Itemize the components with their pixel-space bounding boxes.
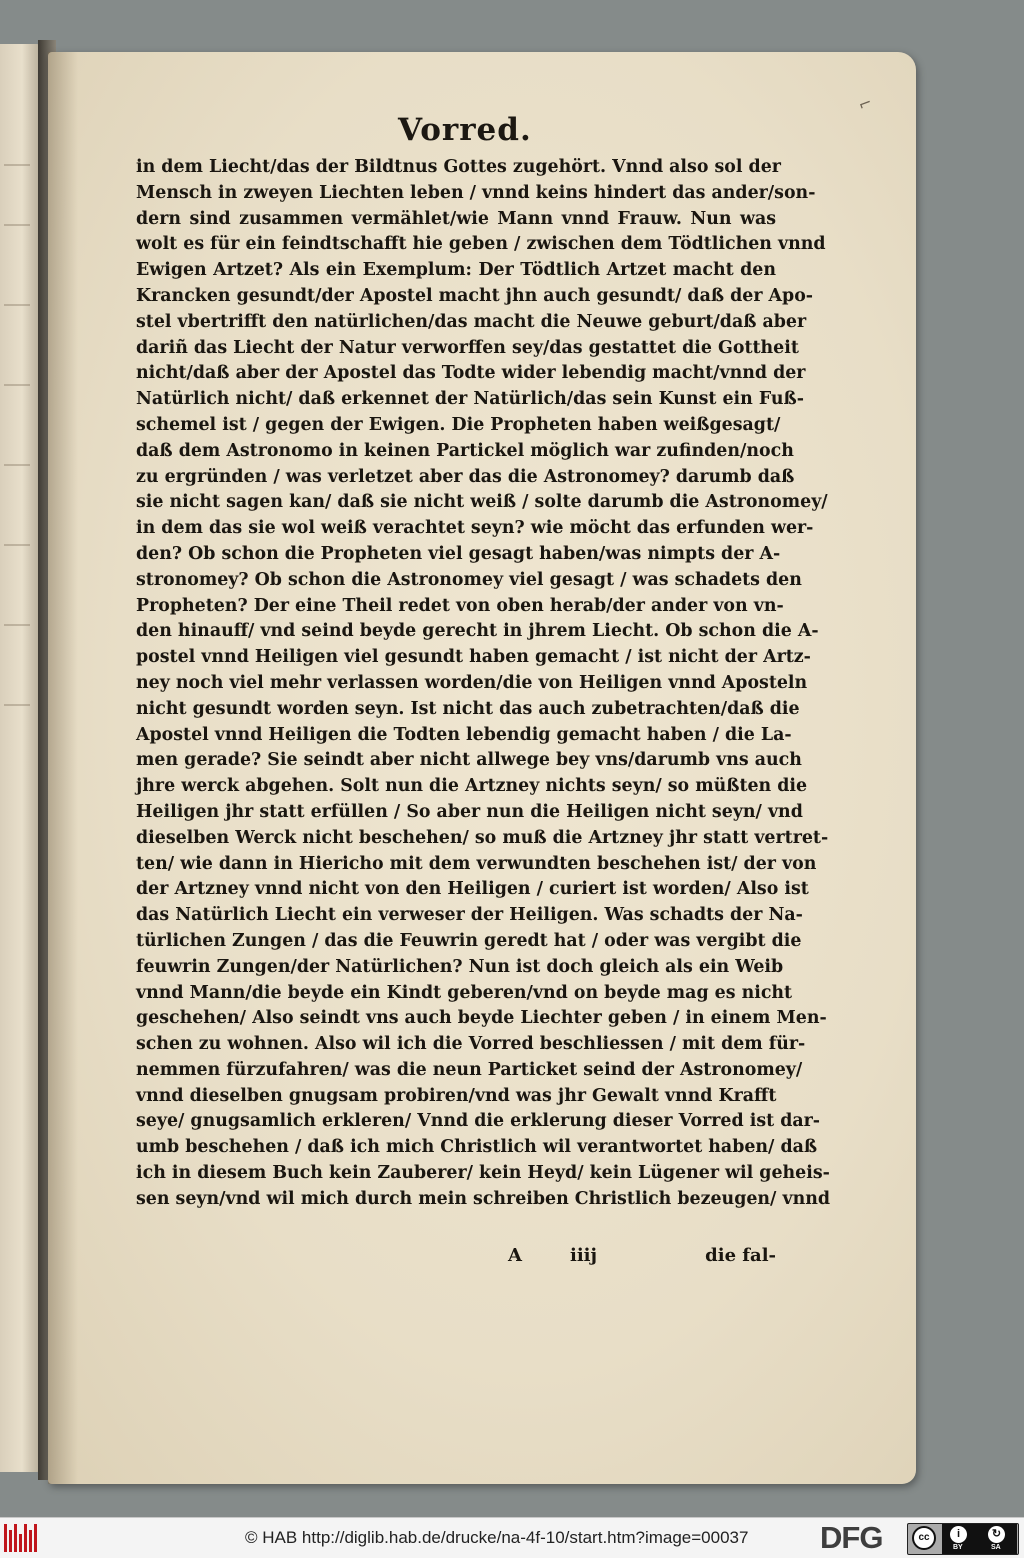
text-line: geschehen/ Also seindt vns auch beyde Liechter geben / in einem Men- [136,1008,827,1029]
page-fold-shadow [48,52,78,1484]
hab-logo-icon[interactable] [4,1524,42,1552]
cc-icon: cc [912,1526,936,1550]
text-line: den hinauff/ vnd seind beyde gerecht in jhrem Liecht. Ob schon die A- [136,621,819,642]
text-line: seye/ gnugsamlich erkleren/ Vnnd die erklerung dieser Vorred ist dar- [136,1111,821,1132]
copyright-link[interactable]: © HAB http://diglib.hab.de/drucke/na-4f-10/start.htm?image=00037 [245,1528,749,1547]
text-line: Apostel vnnd Heiligen die Todten lebendig gemacht haben / die La- [136,724,792,745]
text-line: Ewigen Artzet? Als ein Exemplum: Der Tödtlich Artzet macht den [136,260,776,281]
text-line: Heiligen jhr statt erfüllen / So aber nun die Heiligen nicht seyn/ vnd [136,801,803,822]
body-text [136,155,831,1213]
text-line: Propheten? Der eine Theil redet von oben herab/der ander von vn- [136,595,784,616]
page-number: iiij [570,1245,598,1266]
pencil-mark: ⌐ [855,92,875,115]
text-line: postel vnnd Heiligen viel gesundt haben gemacht / ist nicht der Artz- [136,647,811,668]
text-line: dern sind zusammen vermählet/wie Mann vnnd Frauw. Nun was [136,208,776,229]
text-line: dieselben Werck nicht beschehen/ so muß die Artzney jhr statt vertret- [136,827,829,848]
text-line: Mensch in zweyen Liechten leben / vnnd keins hindert das ander/son- [136,182,816,203]
text-line: in dem Liecht/das der Bildtnus Gottes zugehört. Vnnd also sol der [136,157,781,177]
text-line: men gerade? Sie seindt aber nicht allwege bey vns/darumb vns auch [136,750,802,771]
catchword: die fal- [705,1245,776,1266]
text-line: den? Ob schon die Propheten viel gesagt haben/was nimpts der A- [136,543,781,564]
text-line: umb beschehen / daß ich mich Christlich wil verantwortet haben/ daß [136,1137,818,1158]
text-line: nemmen fürzufahren/ was die neun Particket seind der Astronomey/ [136,1059,803,1080]
text-line: ney noch viel mehr verlassen worden/die von Heiligen vnnd Aposteln [136,672,808,693]
license-sa-label: SA [991,1544,1001,1551]
text-line: der Artzney vnnd nicht von den Heiligen / curiert ist worden/ Also ist [136,879,809,900]
text-line: daß dem Astronomo in keinen Partickel möglich war zufinden/noch [136,440,794,461]
text-line: feuwrin Zungen/der Natürlichen? Nun ist doch gleich als ein Weib [136,956,784,977]
text-line: schen zu wohnen. Also wil ich die Vorred beschliessen / mit dem für- [136,1034,806,1055]
text-line: Natürlich nicht/ daß erkennet der Natürlich/das sein Kunst ein Fuß- [136,389,804,410]
text-line: wolt es für ein feindtschafft hie geben / zwischen dem Tödtlichen vnnd [136,234,826,255]
license-by-label: BY [953,1544,963,1551]
text-line: ten/ wie dann in Hiericho mit dem verwundten beschehen ist/ der von [136,853,817,874]
text-line: sie nicht sagen kan/ daß sie nicht weiß / solte darumb die Astronomey/ [136,492,828,513]
text-line: türlichen Zungen / das die Feuwrin geredt hat / oder was vergibt die [136,930,802,951]
share-alike-icon: ↻ [988,1526,1005,1543]
text-line: nicht/daß aber der Apostel das Todte wider lebendig macht/vnnd der [136,363,806,384]
previous-page-edge [0,44,40,1472]
running-head: Vorred. [398,112,532,148]
text-line: dariñ das Liecht der Natur verworffen sey/das gestattet die Gottheit [136,337,799,358]
dfg-logo[interactable]: DFG [820,1520,883,1555]
text-line: vnnd dieselben gnugsam probiren/vnd was jhr Gewalt vnnd Krafft [136,1085,777,1106]
cc-license-badge[interactable] [907,1523,1019,1555]
text-line: ich in diesem Buch kein Zauberer/ kein Heyd/ kein Lügener wil geheis- [136,1163,830,1184]
text-line: stel vbertrifft den natürlichen/das macht die Neuwe geburt/daß aber [136,311,807,332]
text-line: Krancken gesundt/der Apostel macht jhn auch gesundt/ daß der Apo- [136,285,814,306]
text-line: sen seyn/vnd wil mich durch mein schreiben Christlich bezeugen/ vnnd [136,1188,831,1209]
text-line: jhre werck abgehen. Solt nun die Artzney nichts seyn/ so müßten die [136,776,808,797]
text-line: in dem das sie wol weiß verachtet seyn? wie möcht das erfunden wer- [136,518,814,539]
text-line: vnnd Mann/die beyde ein Kindt geberen/vnd on beyde mag es nicht [136,982,793,1003]
footer-bar [0,1517,1024,1558]
text-line: schemel ist / gegen der Ewigen. Die Propheten haben weißgesagt/ [136,414,781,435]
text-line: das Natürlich Liecht ein verweser der Heiligen. Was schadts der Na- [136,905,803,926]
attribution-icon: i [950,1526,967,1543]
signature-mark: A [508,1245,522,1266]
text-line: nicht gesundt worden seyn. Ist nicht das auch zubetrachten/daß die [136,698,800,719]
text-line: stronomey? Ob schon die Astronomey viel gesagt / was schadets den [136,569,802,590]
text-line: zu ergründen / was verletzet aber das die Astronomey? darumb daß [136,466,795,487]
page-foot-line [136,1245,776,1273]
